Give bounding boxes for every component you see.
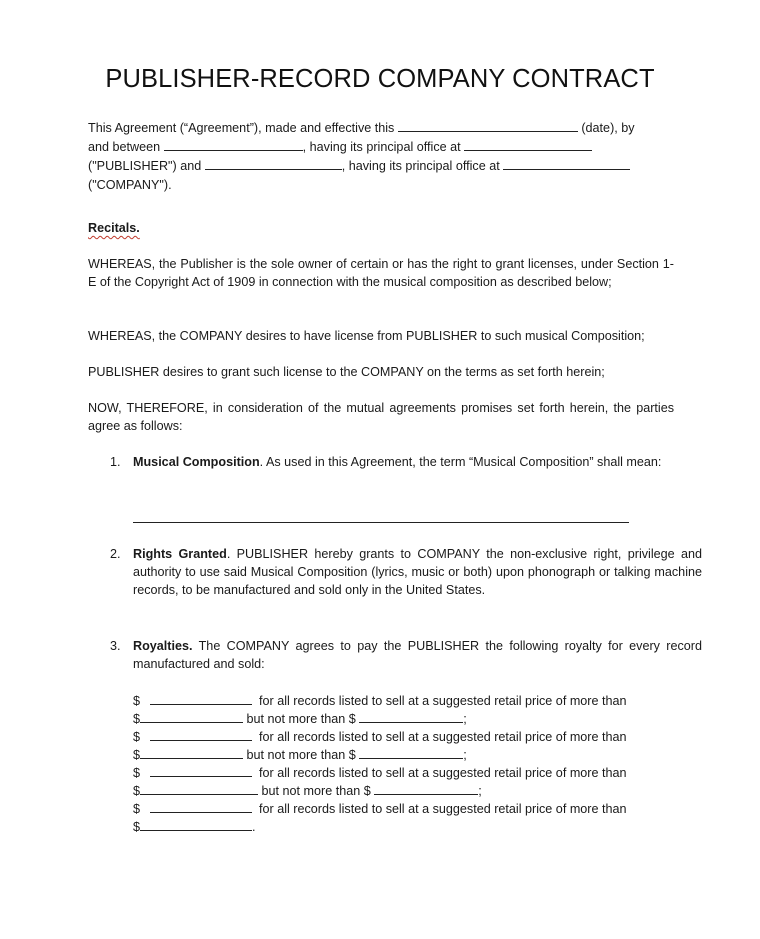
royalty-row [133,763,693,782]
royalty-text: but not more than $ [246,748,356,762]
section-body [133,637,702,673]
royalty-amount-blank[interactable] [150,763,252,777]
royalty-text: ; [478,784,482,798]
section-3 [110,637,702,673]
dollar-sign: $ [133,802,141,816]
dollar-sign: $ [133,712,141,726]
royalty-text: for all records listed to sell at a suggested retail price of more than [259,766,627,780]
royalty-text: for all records listed to sell at a suggested retail price of more than [259,802,627,816]
price-limit-blank[interactable] [359,745,463,759]
document-title: PUBLISHER-RECORD COMPANY CONTRACT [105,65,655,93]
section-text: . PUBLISHER hereby grants to COMPANY the non-exclusive right, privilege and authority to use said Musical Composition (lyrics, music or both) upon phonograph or talking machine records, to be manufactured and sold only in the United States. [133,547,702,598]
royalty-row [133,781,693,800]
royalty-amount-blank[interactable] [150,691,252,705]
composition-blank[interactable] [133,522,629,523]
royalty-row [133,727,693,746]
royalty-text: but not more than $ [261,784,371,798]
intro-text: (date), by [581,121,635,135]
royalty-text: ; [463,748,467,762]
royalty-text: ; [463,712,467,726]
section-body [133,545,702,600]
royalty-row [133,709,693,728]
royalty-text: . [252,820,256,834]
dollar-sign: $ [133,748,141,762]
price-limit-blank[interactable] [374,781,478,795]
company-name-blank[interactable] [205,156,342,170]
section-heading: Royalties. [133,639,193,653]
intro-paragraph [88,118,688,194]
intro-text: , having its principal office at [341,159,500,174]
royalty-row [133,691,693,710]
intro-line-3 [88,156,688,175]
section-number: 2. [110,547,121,561]
section-heading: Rights Granted [133,547,227,561]
intro-text: , having its principal office at [302,140,461,155]
intro-text: ("PUBLISHER") and [88,159,202,174]
intro-line-2 [88,137,688,156]
publisher-name-blank[interactable] [164,137,303,151]
royalty-row [133,817,693,836]
recital-paragraph: PUBLISHER desires to grant such license to the COMPANY on the terms as set forth herein; [88,365,605,379]
royalty-row [133,745,693,764]
price-blank[interactable] [140,745,243,759]
recital-paragraph: WHEREAS, the Publisher is the sole owner of certain or has the right to grant licenses, under Section 1-E of the Copyright Act of 1909 in connection with the musical composition as described below; [88,257,674,290]
publisher-address-blank[interactable] [464,137,592,151]
royalty-amount-blank[interactable] [150,799,252,813]
price-blank[interactable] [140,709,243,723]
section-number: 3. [110,639,121,653]
recital-paragraph: NOW, THEREFORE, in consideration of the mutual agreements promises set forth herein, the parties agree as follows: [88,401,674,434]
dollar-sign: $ [133,730,141,744]
section-body [133,453,702,471]
price-limit-blank[interactable] [359,709,463,723]
royalty-text: for all records listed to sell at a suggested retail price of more than [259,730,627,744]
intro-text: This Agreement (“Agreement”), made and effective this [88,121,395,135]
dollar-sign: $ [133,694,141,708]
recitals-heading: Recitals. [88,221,140,235]
intro-line-4: ("COMPANY"). [88,177,172,192]
royalty-text: for all records listed to sell at a suggested retail price of more than [259,694,627,708]
date-blank[interactable] [398,118,578,132]
royalty-text: but not more than $ [246,712,356,726]
section-number: 1. [110,455,121,469]
dollar-sign: $ [133,766,141,780]
price-blank[interactable] [140,817,252,831]
section-heading: Musical Composition [133,455,260,469]
dollar-sign: $ [133,784,141,798]
company-address-blank[interactable] [503,156,630,170]
price-blank[interactable] [140,781,258,795]
royalty-row [133,799,693,818]
intro-line-1 [88,118,688,137]
section-text: The COMPANY agrees to pay the PUBLISHER the following royalty for every record manufactured and sold: [133,639,702,672]
recital-paragraph: WHEREAS, the COMPANY desires to have license from PUBLISHER to such musical Composition; [88,329,645,343]
dollar-sign: $ [133,820,141,834]
section-text: . As used in this Agreement, the term “Musical Composition” shall mean: [259,455,662,469]
section-2 [110,545,702,600]
royalty-amount-blank[interactable] [150,727,252,741]
section-1 [110,453,702,471]
intro-text: and between [88,140,161,155]
